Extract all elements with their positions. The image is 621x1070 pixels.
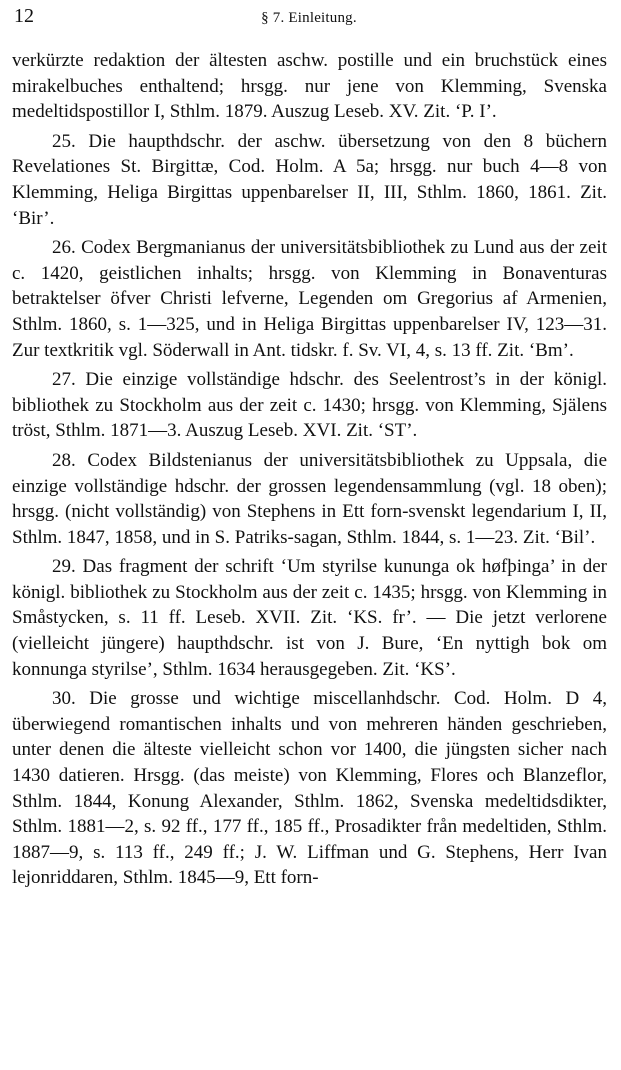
paragraph-continuation: verkürzte redaktion der ältesten aschw. postille und ein bruchstück eines mirakelbuches enthaltend; hrsgg. nur jene von Klemming, Svenska medeltidspostillor I, Sthlm. 1879. Auszug Leseb. XV. Zit. ‘P. I’. [12,50,607,123]
paragraph-entry-26: 26. Codex Bergmanianus der universitätsbibliothek zu Lund aus der zeit c. 1420, geistlichen inhalts; hrsgg. von Klemming in Bonaventuras betraktelser öfver Christi lefverne, Legenden om Gregorius af Armenien, Sthlm. 1860, s. 1—325, und in Heliga Birgittas uppenbarelser IV, 123—31. Zur textkritik vgl. Söderwall in Ant. tidskr. f. Sv. VI, 4, s. 13 ff. Zit. ‘Bm’. [12,237,607,361]
running-head: § 7. Einleitung. [261,10,357,26]
paragraph-entry-29: 29. Das fragment der schrift ‘Um styrilse kununga ok høfþinga’ in der königl. bibliothek zu Stockholm aus der zeit c. 1435; hrsgg. von Klemming in Småstycken, s. 11 ff. Leseb. XVII. Zit. ‘KS. fr’. — Die jetzt verlorene (vielleicht jüngere) haupthdschr. ist von J. Bure, ‘En nyttigh bok om konnunga styrilse’, Sthlm. 1634 herausgegeben. Zit. ‘KS’. [12,556,607,680]
paragraph-entry-27: 27. Die einzige vollständige hdschr. des Seelentrost’s in der königl. bibliothek zu Stockholm aus der zeit c. 1430; hrsgg. von Klemming, Själens tröst, Sthlm. 1871—3. Auszug Leseb. XVI. Zit. ‘ST’. [12,369,607,442]
body-text [12,48,607,891]
page-number: 12 [14,5,34,27]
paragraph-entry-25: 25. Die haupthdschr. der aschw. übersetzung von den 8 büchern Revelationes St. Birgittæ, Cod. Holm. A 5a; hrsgg. nur buch 4—8 von Klemming, Heliga Birgittas uppenbarelser II, III, Sthlm. 1860, 1861. Zit. ‘Bir’. [12,130,607,229]
paragraph-entry-30: 30. Die grosse und wichtige miscellanhdschr. Cod. Holm. D 4, überwiegend romantischen inhalts und von mehreren händen geschrieben, unter denen die älteste vielleicht schon vor 1400, die jüngsten sicher nach 1430 datieren. Hrsgg. (das meiste) von Klemming, Flores och Blanzeflor, Sthlm. 1844, Konung Alexander, Sthlm. 1862, Svenska medeltidsdikter, Sthlm. 1881—2, s. 92 ff., 177 ff., 185 ff., Prosadikter från medeltiden, Sthlm. 1887—9, s. 113 ff., 249 ff.; J. W. Liffman und G. Stephens, Herr Ivan lejonriddaren, Sthlm. 1845—9, Ett forn- [12,688,607,889]
paragraph-entry-28: 28. Codex Bildstenianus der universitätsbibliothek zu Uppsala, die einzige vollständige hdschr. der grossen legendensammlung (vgl. 18 oben); hrsgg. (nicht vollständig) von Stephens in Ett forn-svenskt legendarium I, II, Sthlm. 1847, 1858, und in S. Patriks-sagan, Sthlm. 1844, s. 1—23. Zit. ‘Bil’. [12,449,607,548]
page-header [12,0,606,40]
